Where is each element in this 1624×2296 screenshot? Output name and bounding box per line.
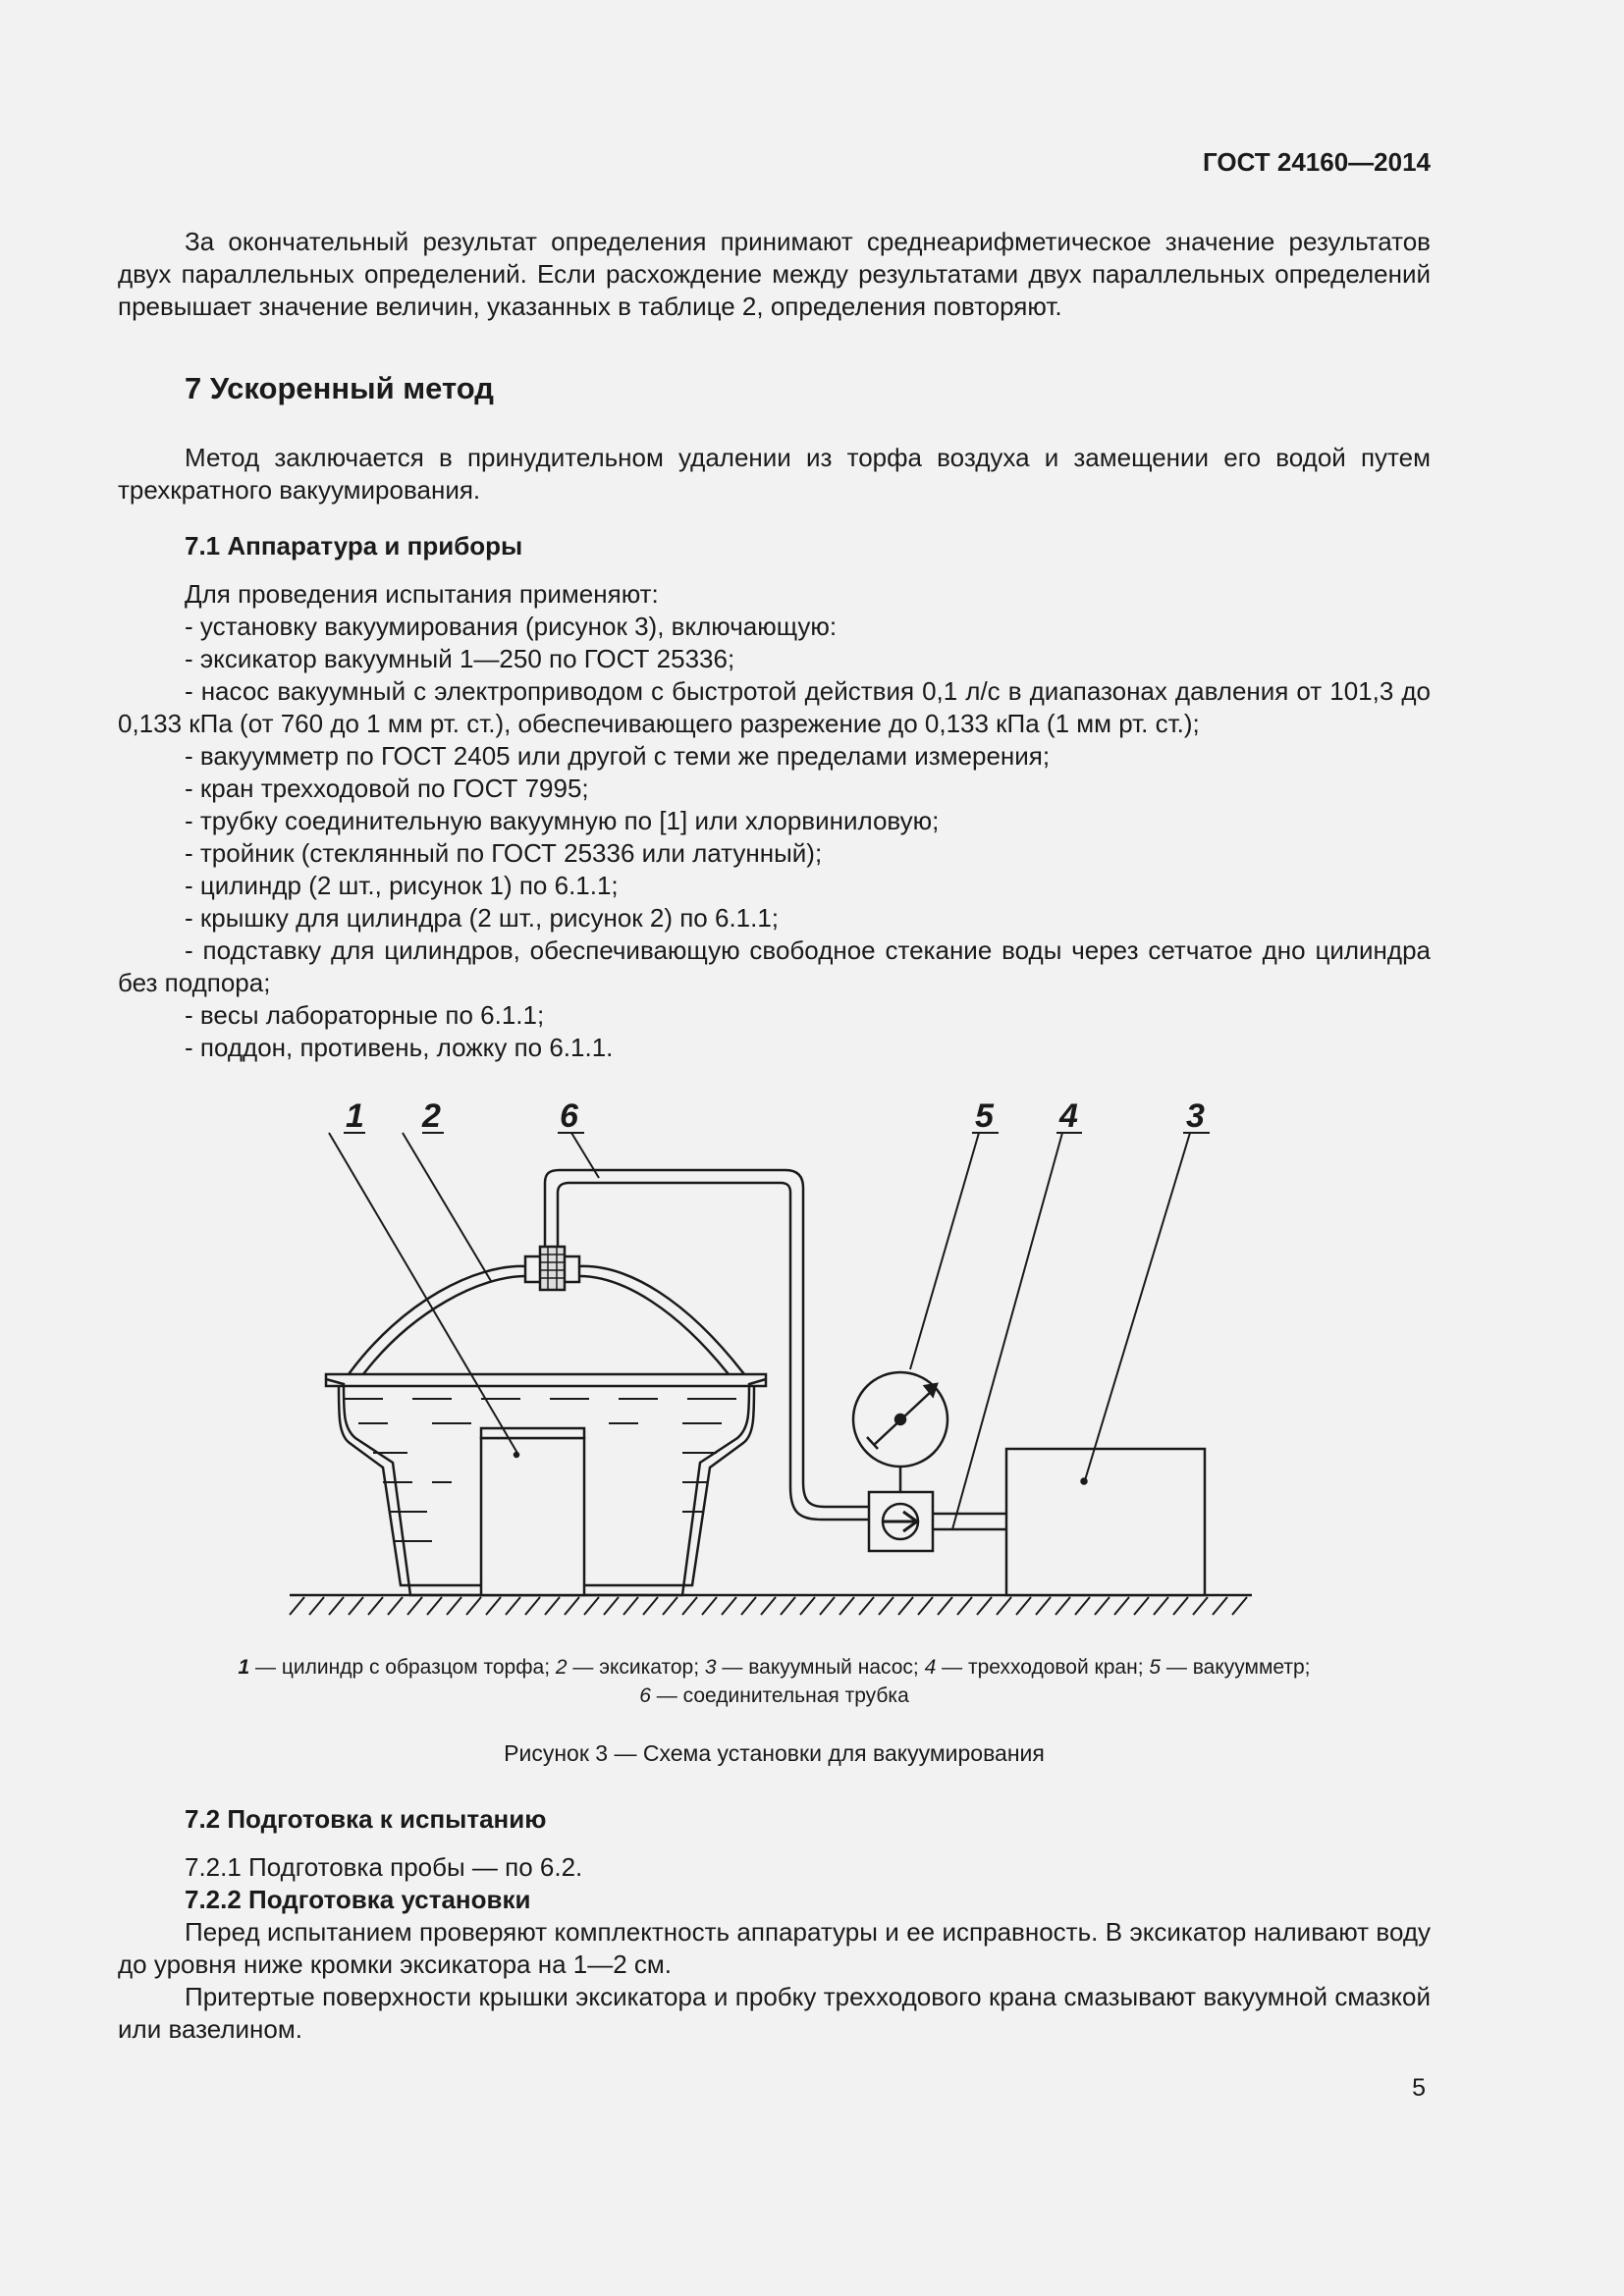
legend-num-4: 4 <box>924 1656 937 1679</box>
intro-text: За окончательный результат определения принимают среднеарифметическое значение результатов двух параллельных определений. Если расхождение между результатами двух параллельных определений превышает значение величин, указанных в таблице 2, определения повторяют. <box>118 227 1431 321</box>
setup-paragraph-1: Перед испытанием проверяют комплектность аппаратуры и ее исправность. В эксикатор наливают воду до уровня ниже кромки эксикатора на 1—2 см. <box>118 1917 1431 1979</box>
list-item: - крышку для цилиндра (2 шт., рисунок 2) по 6.1.1; <box>185 903 780 933</box>
desiccator-flange <box>326 1374 766 1386</box>
list-item: - подставку для цилиндров, обеспечивающую свободное стекание воды через сетчатое дно цилиндра без подпора; <box>118 935 1431 997</box>
list-item: - трубку соединительную вакуумную по [1] или хлорвиниловую; <box>185 806 940 835</box>
vacuum-setup-diagram <box>285 1090 1267 1639</box>
label-5: 5 <box>975 1097 994 1135</box>
connecting-tube <box>545 1170 869 1507</box>
label-4: 4 <box>1059 1097 1078 1135</box>
label-6: 6 <box>560 1097 578 1135</box>
legend-num-1: 1 <box>238 1656 250 1679</box>
list-item: - тройник (стеклянный по ГОСТ 25336 или латунный); <box>185 838 823 868</box>
equipment-list <box>118 578 1431 1064</box>
section-7-2-body <box>118 1851 1431 2046</box>
section-7-1-title: 7.1 Аппаратура и приборы <box>185 531 523 561</box>
section-7-title: 7 Ускоренный метод <box>185 371 494 405</box>
list-item: - цилиндр (2 шт., рисунок 1) по 6.1.1; <box>185 871 619 900</box>
intro-paragraph <box>118 226 1431 323</box>
label-3: 3 <box>1186 1097 1205 1135</box>
legend-num-3: 3 <box>704 1656 717 1679</box>
legend-text-6: — соединительная трубка <box>650 1684 909 1707</box>
list-item: - весы лабораторные по 6.1.1; <box>185 1000 545 1030</box>
section-7-2-1: 7.2.1 Подготовка пробы — по 6.2. <box>185 1852 583 1882</box>
section-7-paragraph <box>118 442 1431 507</box>
sample-cylinder <box>481 1438 584 1595</box>
section-7-2-title: 7.2 Подготовка к испытанию <box>185 1804 547 1834</box>
list-item: - эксикатор вакуумный 1—250 по ГОСТ 25336; <box>185 644 735 673</box>
legend-num-2: 2 <box>555 1656 568 1679</box>
page-number: 5 <box>1412 2074 1426 2102</box>
setup-paragraph-2: Притертые поверхности крышки эксикатора и пробку трехходового крана смазывают вакуумной смазкой или вазелином. <box>118 1982 1431 2044</box>
legend-text-2: — эксикатор; <box>567 1656 705 1679</box>
legend-num-6: 6 <box>639 1684 651 1707</box>
legend-text-3: — вакуумный насос; <box>716 1656 925 1679</box>
list-item: - вакуумметр по ГОСТ 2405 или другой с теми же пределами измерения; <box>185 741 1051 771</box>
section-7-text: Метод заключается в принудительном удалении из торфа воздуха и замещении его водой путем трехкратного вакуумирования. <box>118 443 1431 505</box>
list-item: - насос вакуумный с электроприводом с быстротой действия 0,1 л/с в диапазонах давления от 101,3 до 0,133 кПа (от 760 до 1 мм рт. ст.), обеспечивающего разрежение до 0,133 кПа (1 мм рт. ст.); <box>118 676 1431 738</box>
equipment-lead: Для проведения испытания применяют: <box>185 579 659 609</box>
legend-text-4: — трехходовой кран; <box>936 1656 1150 1679</box>
legend-text-1: — цилиндр с образцом торфа; <box>249 1656 556 1679</box>
ground-hatching <box>290 1597 1247 1615</box>
list-item: - кран трехходовой по ГОСТ 7995; <box>185 774 589 803</box>
vacuum-pump <box>1006 1449 1205 1595</box>
legend-text-5: — вакуумметр; <box>1161 1656 1311 1679</box>
label-2: 2 <box>422 1097 441 1135</box>
legend-num-5: 5 <box>1149 1656 1162 1679</box>
figure-legend <box>118 1653 1431 1710</box>
document-id: ГОСТ 24160—2014 <box>1203 147 1431 177</box>
label-1: 1 <box>346 1097 364 1135</box>
figure-caption: Рисунок 3 — Схема установки для вакуумирования <box>504 1740 1045 1766</box>
list-item: - установку вакуумирования (рисунок 3), включающую: <box>185 612 838 641</box>
list-item: - поддон, противень, ложку по 6.1.1. <box>185 1033 614 1062</box>
section-7-2-2-title: 7.2.2 Подготовка установки <box>185 1885 531 1914</box>
